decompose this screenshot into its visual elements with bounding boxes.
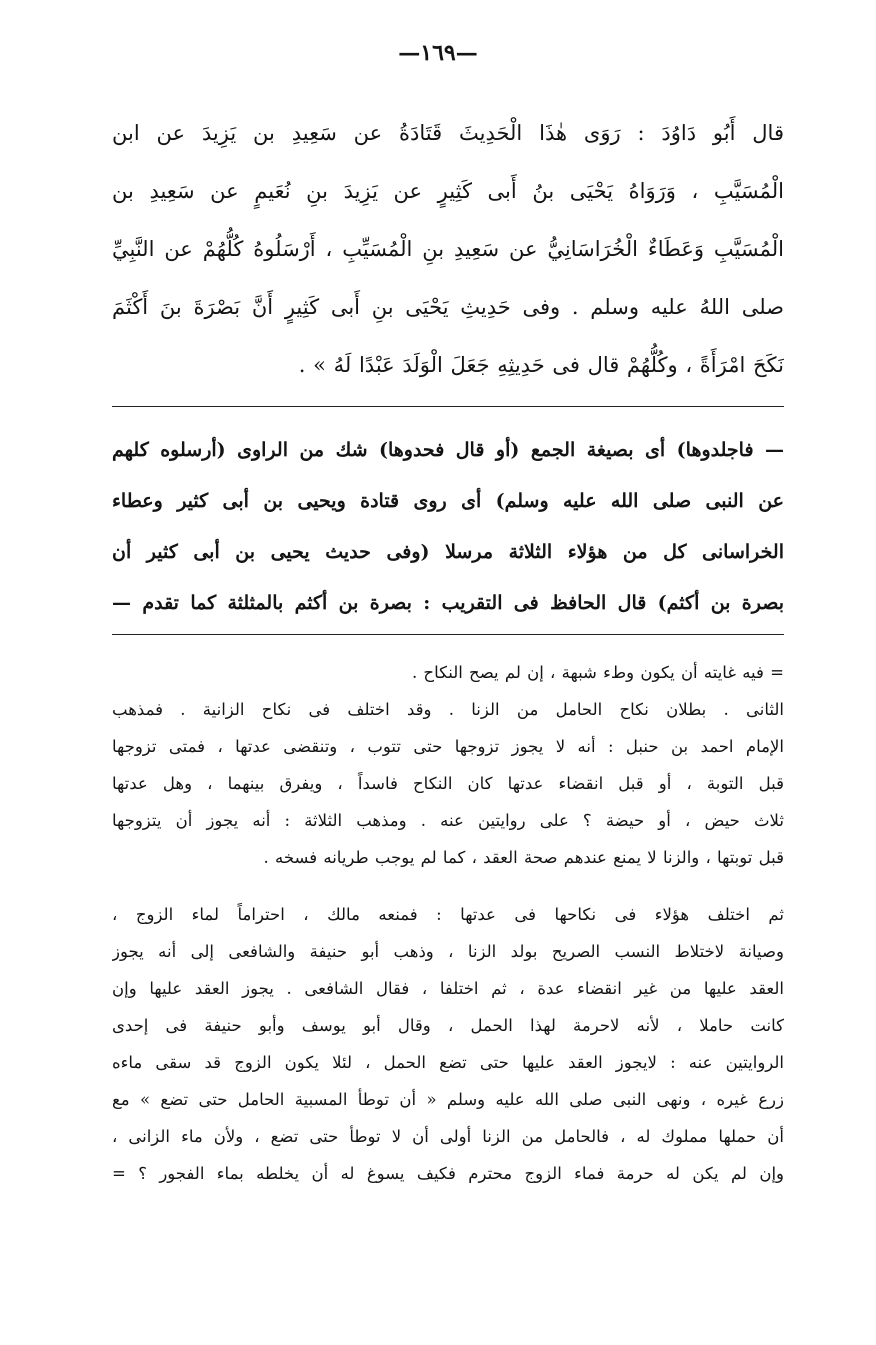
- footnote-line: زرع غيره ، ونهى النبى صلى الله عليه وسلم « أن توطأ المسبية الحامل حتى تضع » مع: [112, 1090, 784, 1109]
- paragraph-gap: [112, 876, 784, 896]
- commentary-line: بصرة بن أكثم) قال الحافظ فى التقريب : بصرة بن أكثم بالمثلثة كما تقدم —: [112, 592, 784, 614]
- hadith-line: الْمُسَيَّبِ وَعَطَاءٌ الْخُرَاسَانِيُّ عن سَعِيدِ بنِ الْمُسَيِّبِ ، أَرْسَلُوهُ كُلُّهُمْ عن النَّبِيِّ: [112, 237, 784, 261]
- commentary-line: عن النبى صلى الله عليه وسلم) أى روى قتادة ويحيى بن أبى كثير وعطاء: [112, 490, 784, 512]
- footnote-line: العقد عليها من غير انقضاء عدة ، ثم اختلفا ، فقال الشافعى . يجوز العقد عليها وإن: [112, 979, 784, 998]
- footnote-line: وصيانة لاختلاط النسب الصريح بولد الزنا ، وذهب أبو حنيفة والشافعى إلى أنه يجوز: [112, 942, 784, 961]
- footnote-line: كانت حاملا ، لأنه لاحرمة لهذا الحمل ، وقال أبو يوسف وأبو حنيفة فى إحدى: [112, 1016, 784, 1035]
- commentary-line: — فاجلدوها) أى بصيغة الجمع (أو قال فحدوها) شك من الراوى (أرسلوه كلهم: [112, 439, 784, 461]
- footnote-line: الثانى . بطلان نكاح الحامل من الزنا . وقد اختلف فى نكاح الزانية . فمذهب: [112, 700, 784, 719]
- hadith-line: نَكَحَ امْرَأَةً ، وكُلُّهُمْ قال فى حَدِيثِهِ جَعَلَ الْوَلَدَ عَبْدًا لَهُ » .: [298, 353, 784, 377]
- footnote-line: ثم اختلف هؤلاء فى نكاحها فى عدتها : فمنعه مالك ، احتراماً لماء الزوج ،: [112, 905, 784, 924]
- hadith-line: صلى اللهُ عليه وسلم . وفى حَدِيثِ يَحْيَى بنِ أَبى كَثِيرٍ أَنَّ بَصْرَةَ بنَ أَكْثَمَ: [112, 295, 784, 319]
- page-number: —١٦٩—: [398, 40, 478, 66]
- commentary-line: الخراسانى كل من هؤلاء الثلاثة مرسلا (وفى حديث يحيى بن أبى كثير أن: [112, 541, 784, 563]
- footnote-line: الروايتين عنه : لايجوز العقد عليها حتى تضع الحمل ، لئلا يكون الزوج قد سقى ماءه: [112, 1053, 784, 1072]
- footnote-line: قبل توبتها ، والزنا لا يمنع عندهم صحة العقد ، كما لم يوجب طريانه فسخه .: [263, 848, 784, 867]
- hadith-text: [112, 104, 784, 394]
- footnote-line: = فيه غايته أن يكون وطء شبهة ، إن لم يصح النكاح .: [411, 663, 784, 682]
- footnote-line: أن حملها مملوك له ، فالحامل من الزنا أولى أن لا توطأ حتى تضع ، ولأن ماء الزانى ،: [112, 1127, 784, 1146]
- footnote-line: وإن لم يكن له حرمة فماء الزوج محترم فكيف يسوغ له أن يخلطه بماء الفجور ؟ =: [112, 1164, 784, 1183]
- footnote-text: [112, 654, 784, 1192]
- section-divider: [112, 406, 784, 407]
- section-divider: [112, 634, 784, 635]
- hadith-line: الْمُسَيَّبِ ، وَرَوَاهُ يَحْيَى بنُ أَبى كَثِيرٍ عن يَزِيدَ بنِ نُعَيمٍ عن سَعِيدِ بن: [112, 179, 784, 203]
- footnote-line: الإمام احمد بن حنبل : أنه لا يجوز تزوجها حتى تتوب ، وتنقضى عدتها ، فمتى تزوجها: [112, 737, 784, 756]
- footnote-line: قبل التوبة ، أو قبل انقضاء عدتها كان النكاح فاسداً ، ويفرق بينهما ، وهل عدتها: [112, 774, 784, 793]
- commentary-text: [112, 425, 784, 629]
- footnote-line: ثلاث حيض ، أو حيضة ؟ على روايتين عنه . ومذهب الثلاثة : أنه يجوز أن يتزوجها: [112, 811, 784, 830]
- hadith-line: قال أَبُو دَاوُدَ : رَوَى هٰذَا الْحَدِيثَ قَتَادَةُ عن سَعِيدِ بن يَزِيدَ عن ابن: [112, 121, 784, 145]
